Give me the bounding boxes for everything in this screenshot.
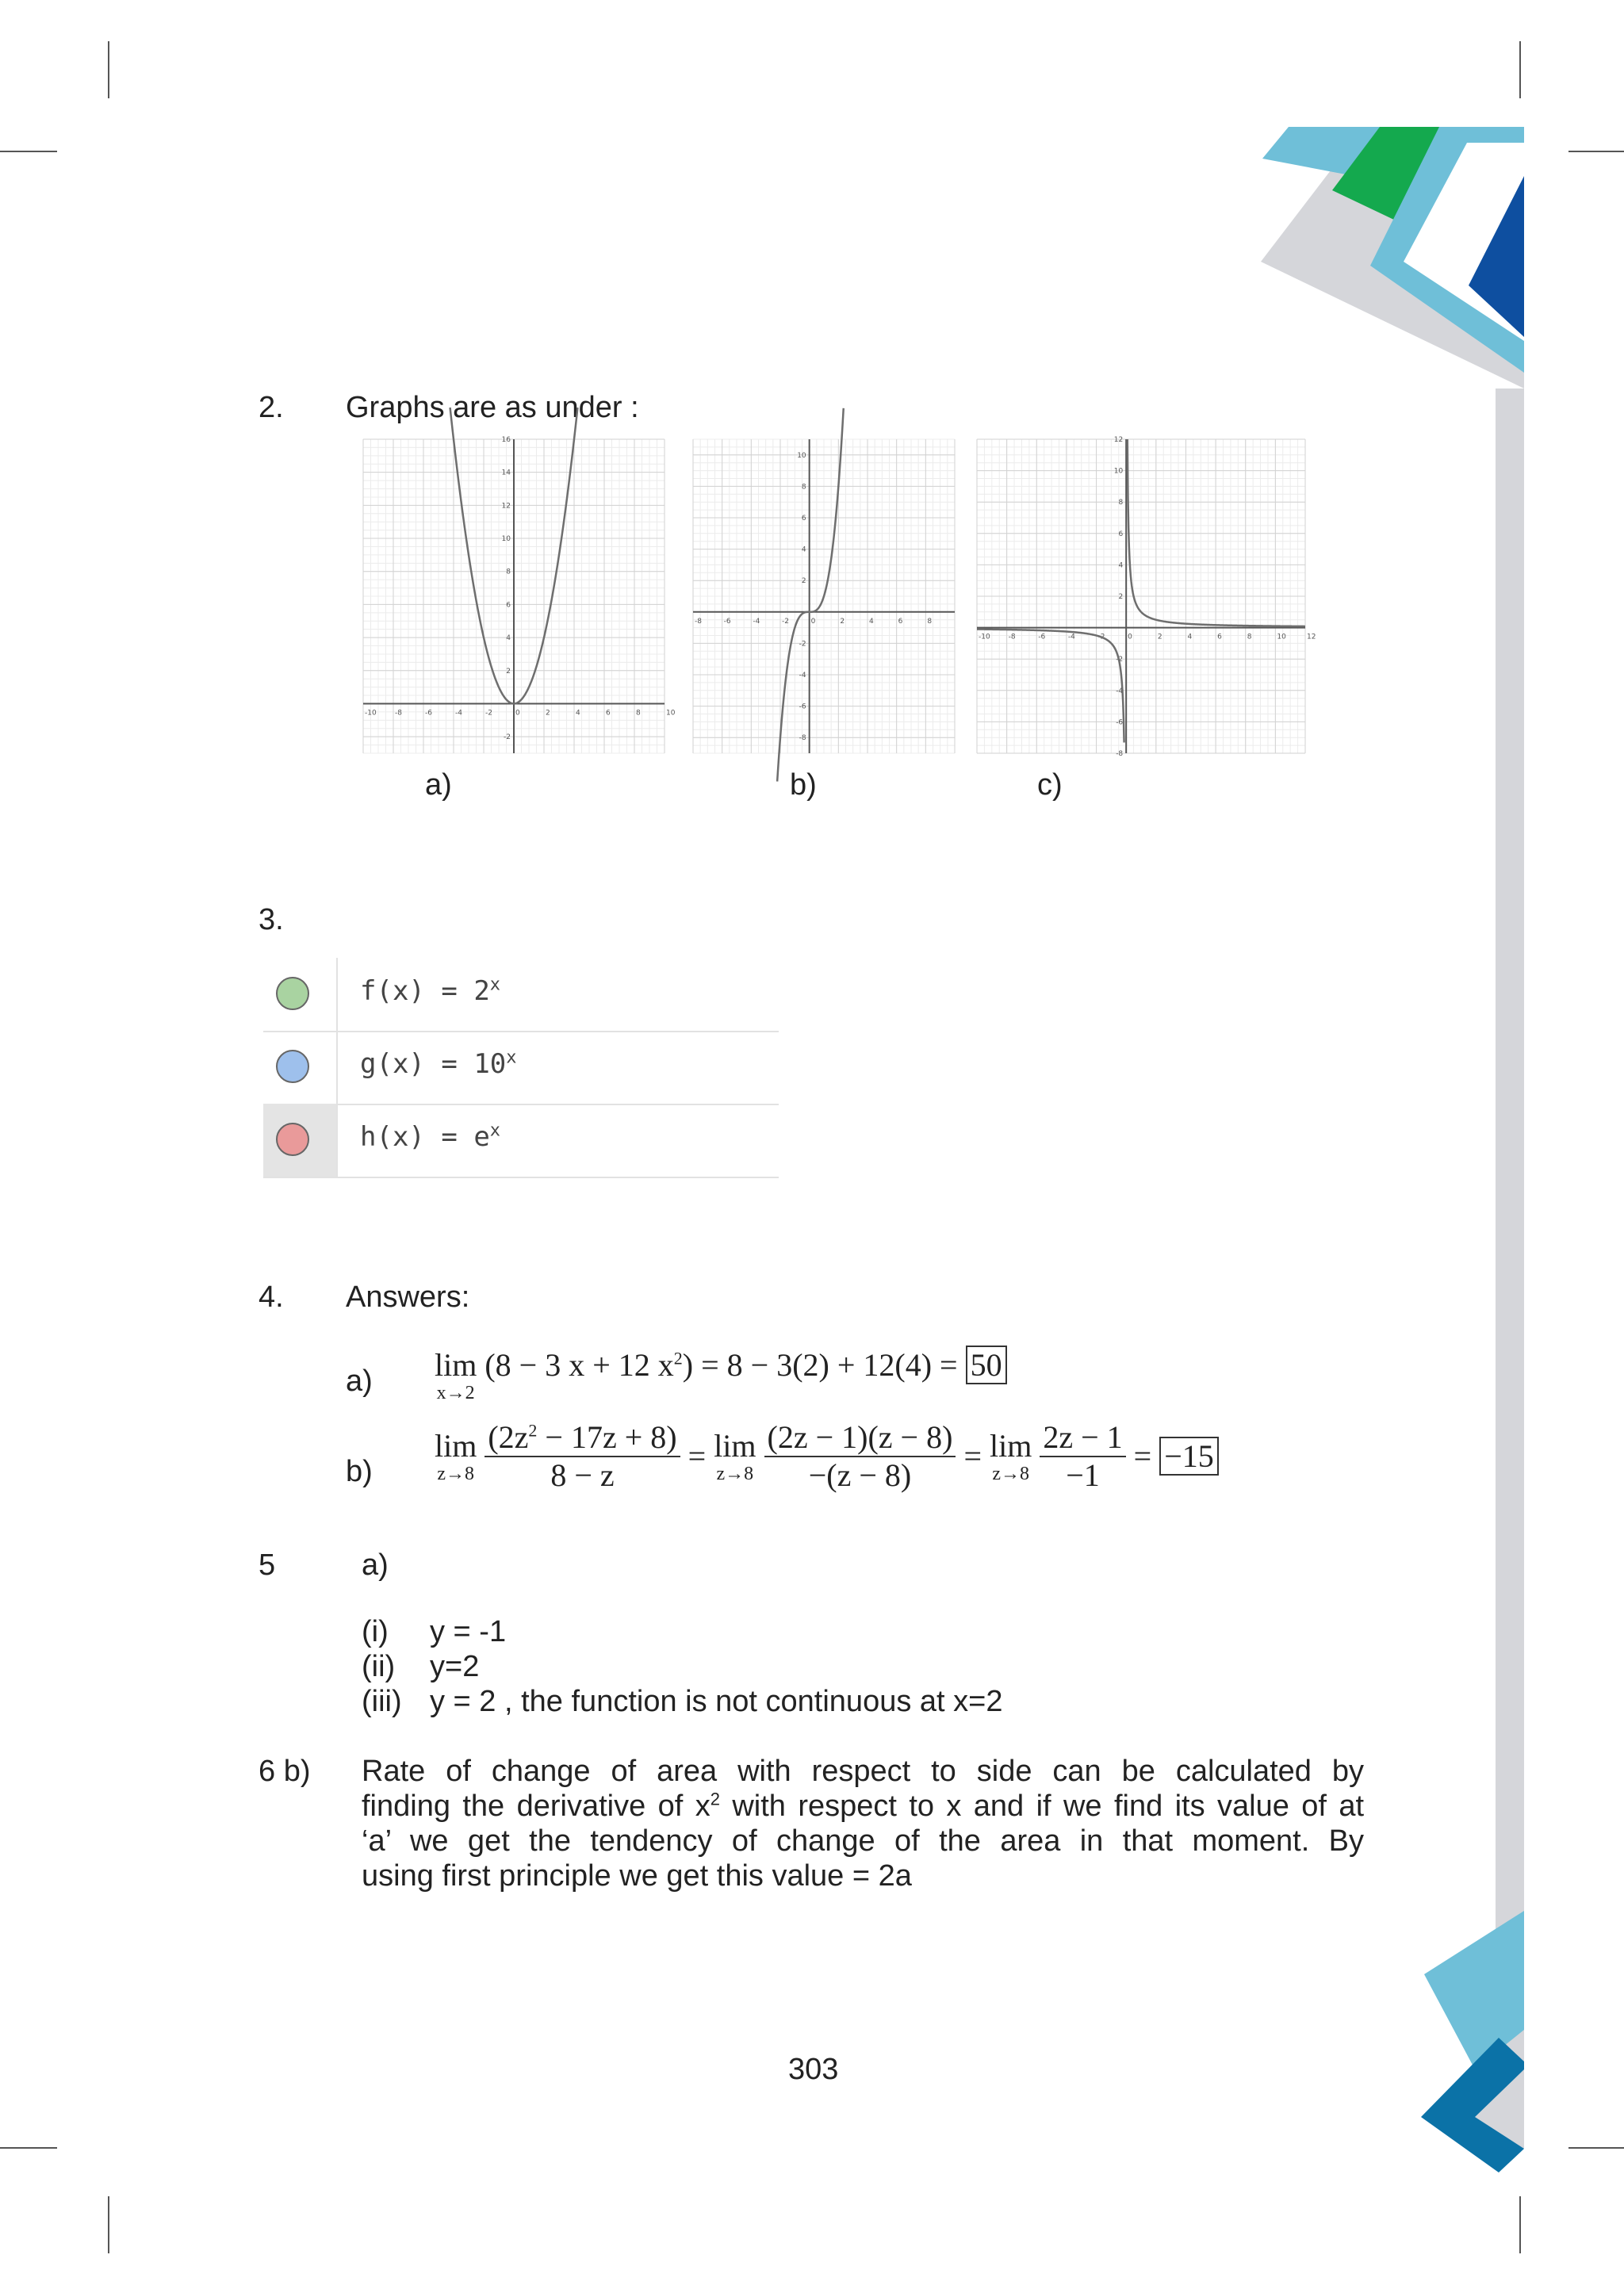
x-tick-label: -4 [753, 617, 760, 626]
cubic-graph [693, 439, 955, 753]
legend-row-f [263, 958, 779, 1032]
legend-row-g [263, 1031, 779, 1105]
item-text: y = 2 , the function is not continuous at x=2 [430, 1685, 1003, 1718]
sub-label: a) [346, 1365, 373, 1398]
crop-mark [1519, 2196, 1521, 2253]
y-tick-label: 10 [1113, 467, 1124, 476]
x-tick-label: -6 [1038, 633, 1046, 641]
x-tick-label: -8 [695, 617, 702, 626]
x-tick-label: 0 [515, 709, 520, 718]
y-tick-label: 4 [801, 545, 806, 554]
item-label: (i) [362, 1615, 389, 1648]
item-label: (iii) [362, 1685, 402, 1718]
graph-b [693, 439, 955, 753]
x-tick-label: 6 [606, 709, 611, 718]
x-tick-label: 6 [1217, 633, 1222, 641]
x-tick-label: -8 [395, 709, 402, 718]
y-tick-label: 14 [501, 469, 511, 477]
x-tick-label: -2 [485, 709, 492, 718]
crop-mark [0, 2147, 57, 2149]
paragraph-line: ‘a’ we get the tendency of change of the area in that moment. By [362, 1824, 1364, 1858]
legend-expression: $h(x) = e^x$ [360, 1120, 501, 1153]
crop-mark [0, 151, 57, 152]
y-tick-label: -4 [1116, 687, 1124, 695]
y-tick-label: 12 [501, 502, 511, 511]
x-tick-label: -8 [1008, 633, 1016, 641]
graph-c [977, 436, 1316, 758]
x-tick-label: 6 [898, 617, 903, 626]
limit-equation-a: lim x→2 (8 − 3 x + 12 $x^2) = 8 - 3(2) + 12(4) = 50$ [435, 1348, 1007, 1403]
legend-row-h [263, 1104, 779, 1178]
limit-equation-b: lim z→8 $\frac{(2z^2 - 17z + 8)}{8 - z}$ = lim z→8 $\frac{(2z - 1)(z - 8)}{-(z - 8)}$ = lim z→8 $\frac{2z - 1}{-1}$ = −15 [435, 1419, 1219, 1494]
graph-a [363, 436, 676, 753]
y-tick-label: -2 [799, 640, 806, 649]
legend-expression: $f(x) = 2^x$ [360, 974, 501, 1007]
y-tick-label: 8 [506, 568, 511, 576]
parabola-graph [363, 436, 676, 753]
x-tick-label: 8 [1247, 633, 1252, 641]
x-tick-label: 10 [1277, 633, 1286, 641]
x-tick-label: -10 [979, 633, 990, 641]
y-tick-label: 16 [501, 436, 511, 444]
crop-mark [1568, 2147, 1624, 2149]
color-dot-icon[interactable] [276, 1123, 309, 1156]
x-tick-label: 0 [1128, 633, 1132, 641]
sub-label: a) [362, 1548, 389, 1582]
y-tick-label: 6 [1118, 530, 1124, 538]
y-tick-label: -2 [504, 733, 511, 742]
question-number: 2. [259, 391, 284, 424]
x-tick-label: 4 [1187, 633, 1193, 641]
crop-mark [108, 2196, 109, 2253]
x-tick-label: 2 [546, 709, 550, 718]
y-tick-label: -2 [1116, 656, 1124, 664]
y-tick-label: -6 [799, 702, 806, 711]
y-tick-label: 10 [501, 535, 511, 544]
question-text: Graphs are as under : [346, 391, 639, 424]
y-tick-label: 4 [506, 634, 511, 643]
question-number: 5 [259, 1548, 276, 1582]
x-tick-label: 0 [810, 617, 816, 626]
y-tick-label: 10 [797, 451, 806, 460]
y-tick-label: 8 [1118, 499, 1124, 507]
x-tick-label: -6 [425, 709, 432, 718]
sub-label: b) [346, 1455, 373, 1488]
paragraph-line: finding the derivative of $x^2$ with respect to x and if we find its value of at [362, 1789, 1365, 1823]
x-tick-label: -2 [782, 617, 789, 626]
function-legend [263, 958, 779, 1177]
y-tick-label: 4 [1118, 561, 1124, 570]
answer-box: 50 [966, 1346, 1007, 1384]
crop-mark [1519, 41, 1521, 98]
page-number: 303 [788, 2053, 839, 2086]
question-number: 3. [259, 903, 284, 936]
answer-box: −15 [1159, 1437, 1219, 1476]
y-tick-label: -6 [1116, 718, 1124, 727]
x-tick-label: -10 [365, 709, 377, 718]
legend-expression: $g(x) = 10^x$ [360, 1047, 517, 1080]
color-dot-icon[interactable] [276, 977, 309, 1010]
y-tick-label: -4 [799, 672, 806, 679]
graph-label-c: c) [1037, 768, 1063, 802]
graph-label-b: b) [790, 768, 817, 802]
y-tick-label: 6 [506, 601, 511, 610]
question-number: 6 b) [259, 1755, 311, 1788]
paragraph-line: Rate of change of area with respect to side can be calculated by [362, 1755, 1364, 1788]
x-tick-label: 2 [1157, 633, 1162, 641]
graph-label-a: a) [425, 768, 452, 802]
item-text: y = -1 [430, 1615, 507, 1648]
y-tick-label: 8 [801, 483, 806, 492]
color-dot-icon[interactable] [276, 1050, 309, 1083]
x-tick-label: 12 [1307, 633, 1316, 641]
reciprocal-graph [977, 436, 1316, 758]
y-tick-label: 2 [801, 577, 806, 586]
item-label: (ii) [362, 1650, 396, 1683]
x-tick-label: -4 [455, 709, 462, 718]
y-tick-label: 2 [1118, 593, 1124, 601]
y-tick-label: 12 [1113, 436, 1124, 444]
paragraph-line: using first principle we get this value = 2a [362, 1859, 912, 1893]
x-tick-label: 2 [840, 617, 845, 626]
x-tick-label: 4 [576, 709, 580, 718]
crop-mark [108, 41, 109, 98]
item-text: y=2 [430, 1650, 480, 1683]
x-tick-label: 4 [869, 617, 874, 626]
x-tick-label: 8 [927, 617, 933, 626]
y-tick-label: 2 [506, 667, 511, 676]
y-tick-label: -8 [799, 734, 806, 743]
x-tick-label: -2 [1097, 633, 1105, 641]
question-text: Answers: [346, 1280, 470, 1314]
crop-mark [1568, 151, 1624, 152]
x-tick-label: -4 [1067, 633, 1075, 641]
x-tick-label: -6 [723, 617, 731, 626]
x-tick-label: 10 [666, 709, 676, 718]
x-tick-label: 8 [636, 709, 641, 718]
y-tick-label: -8 [1116, 750, 1124, 758]
y-tick-label: 6 [801, 515, 806, 523]
question-number: 4. [259, 1280, 284, 1314]
